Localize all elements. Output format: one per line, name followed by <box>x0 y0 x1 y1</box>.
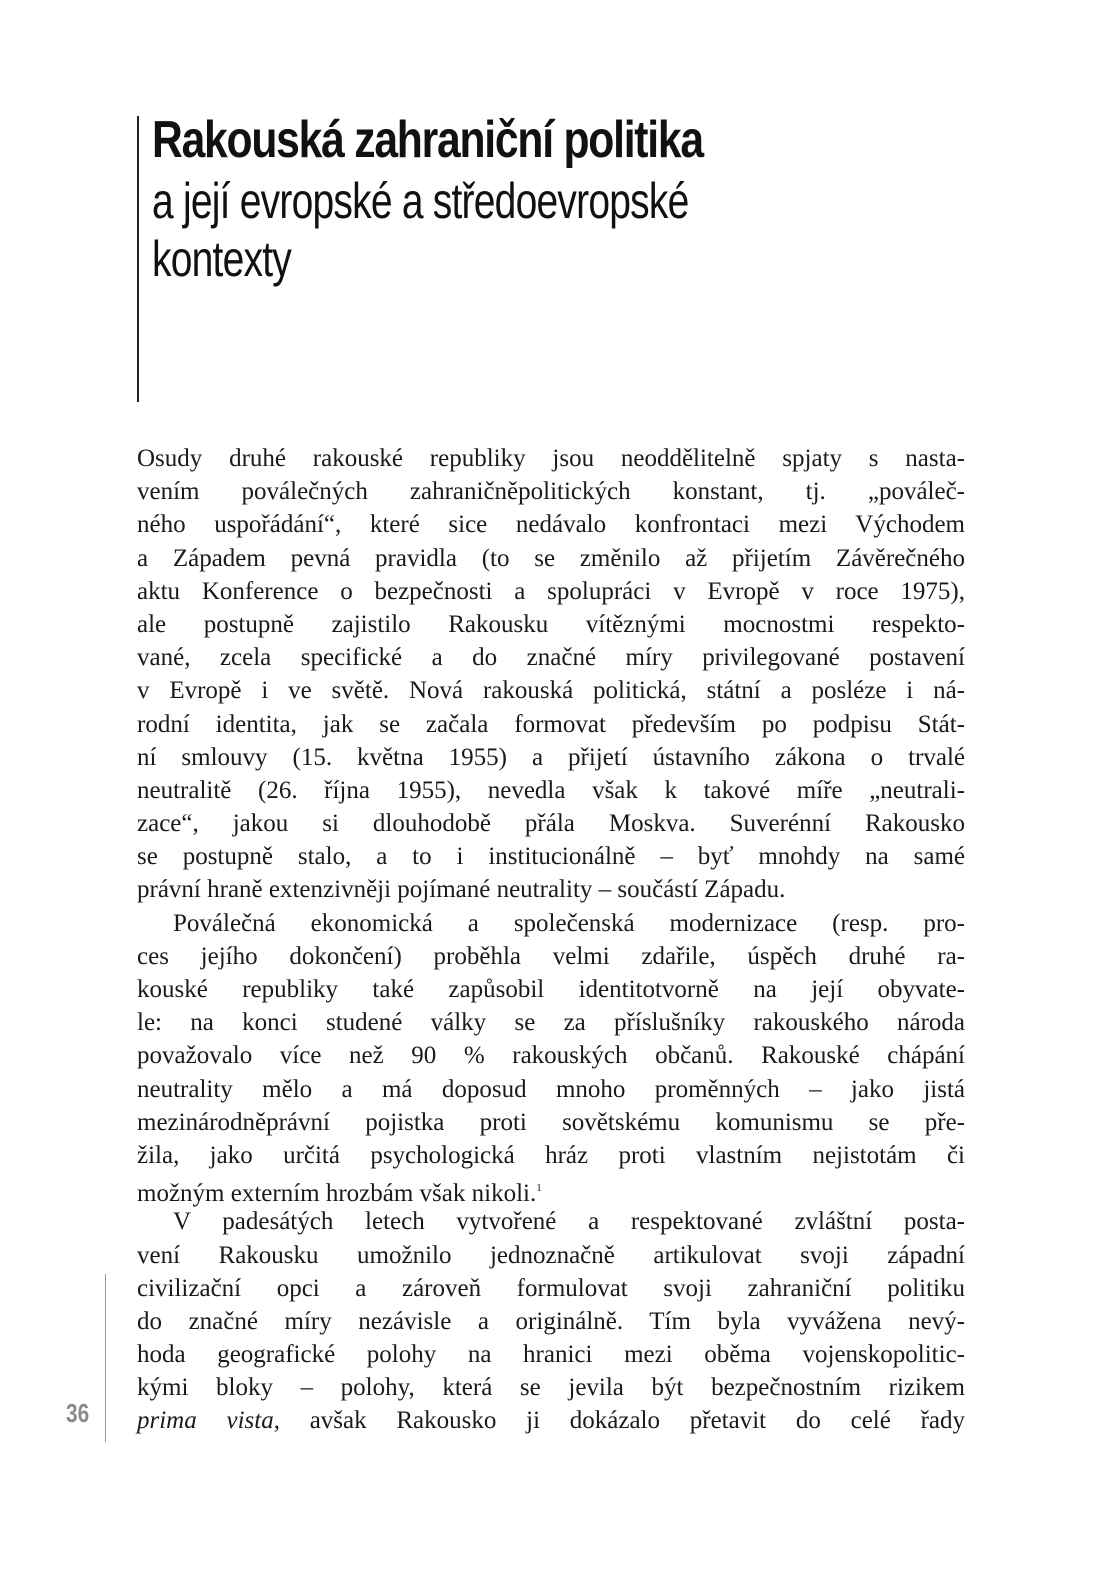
italic-separator: , <box>273 1407 310 1435</box>
text-line: a Západem pevná pravidla (to se změnilo až přijetím Závěrečného <box>137 544 965 572</box>
text-line: do značné míry nezávisle a originálně. Tím byla vyvážena nevý- <box>137 1307 965 1335</box>
text-line: ces jejího dokončení) proběhla velmi zdařile, úspěch druhé ra- <box>137 942 965 970</box>
text-line: le: na konci studené války se za příslušníky rakouského národa <box>137 1009 965 1037</box>
text-line: vení Rakousku umožnilo jednoznačně artikulovat svoji západní <box>137 1241 965 1269</box>
text-line: zace“, jakou si dlouhodobě přála Moskva. Suverénní Rakousko <box>137 810 965 838</box>
page-number: 36 <box>66 1398 90 1428</box>
text-line: neutrality mělo a má doposud mnoho proměnných – jako jistá <box>137 1075 965 1103</box>
text-line: možným externím hrozbám však nikoli. <box>137 1180 537 1208</box>
text-line-last <box>137 1404 965 1437</box>
footnote-marker[interactable]: 1 <box>536 1182 542 1195</box>
text-line: hoda geografické polohy na hranici mezi oběma vojenskopolitic- <box>137 1341 965 1369</box>
title-rule <box>137 116 139 402</box>
italic-phrase: prima vista <box>137 1407 274 1435</box>
text-line: v Evropě i ve světě. Nová rakouská politická, státní a posléze i ná- <box>137 677 965 705</box>
chapter-subtitle-line-2: kontexty <box>152 231 292 287</box>
text-line: aktu Konference o bezpečnosti a spolupráci v Evropě v roce 1975), <box>137 577 965 605</box>
chapter-subtitle-line-1: a její evropské a středoevropské <box>152 173 689 229</box>
text-line: Poválečná ekonomická a společenská modernizace (resp. pro- <box>173 909 965 937</box>
text-line: civilizační opci a zároveň formulovat svoji zahraniční politiku <box>137 1274 965 1302</box>
chapter-heading <box>152 108 840 288</box>
text-line: kými bloky – polohy, která se jevila být bezpečnostním rizikem <box>137 1374 965 1402</box>
page-number-rule <box>105 1274 106 1442</box>
text-line: ale postupně zajistilo Rakousku vítěznými mocnostmi respekto- <box>137 610 965 638</box>
body-text <box>137 442 965 1438</box>
text-line: žila, jako určitá psychologická hráz proti vlastním nejistotám či <box>137 1141 965 1169</box>
text-line: Osudy druhé rakouské republiky jsou neoddělitelně spjaty s nasta- <box>137 445 965 472</box>
text-line: se postupně stalo, a to i institucionálně – byť mnohdy na samé <box>137 843 965 871</box>
text-line: avšak Rakousko ji dokázalo přetavit do celé řady <box>309 1407 965 1435</box>
text-line-with-footnote <box>137 1172 965 1208</box>
text-line: považovalo více než 90 % rakouských občanů. Rakouské chápání <box>137 1042 965 1070</box>
chapter-title: Rakouská zahraniční politika <box>152 111 703 169</box>
text-line: V padesátých letech vytvořené a respektované zvláštní posta- <box>173 1208 965 1236</box>
text-line: ného uspořádání“, které sice nedávalo konfrontaci mezi Východem <box>137 511 965 539</box>
text-line: mezinárodněprávní pojistka proti sovětskému komunismu se pře- <box>137 1108 965 1136</box>
text-line: vané, zcela specifické a do značné míry privilegované postavení <box>137 644 965 672</box>
text-line: kouské republiky také zapůsobil identitotvorně na její obyvate- <box>137 976 965 1003</box>
text-line: ní smlouvy (15. května 1955) a přijetí ústavního zákona o trvalé <box>137 743 965 771</box>
text-line: vením poválečných zahraničněpolitických konstant, tj. „pováleč- <box>137 478 965 506</box>
text-line: právní hraně extenzivněji pojímané neutrality – součástí Západu. <box>137 876 786 904</box>
text-line: rodní identita, jak se začala formovat především po podpisu Stát- <box>137 710 965 738</box>
text-line: neutralitě (26. října 1955), nevedla však k takové míře „neutrali- <box>137 776 965 804</box>
